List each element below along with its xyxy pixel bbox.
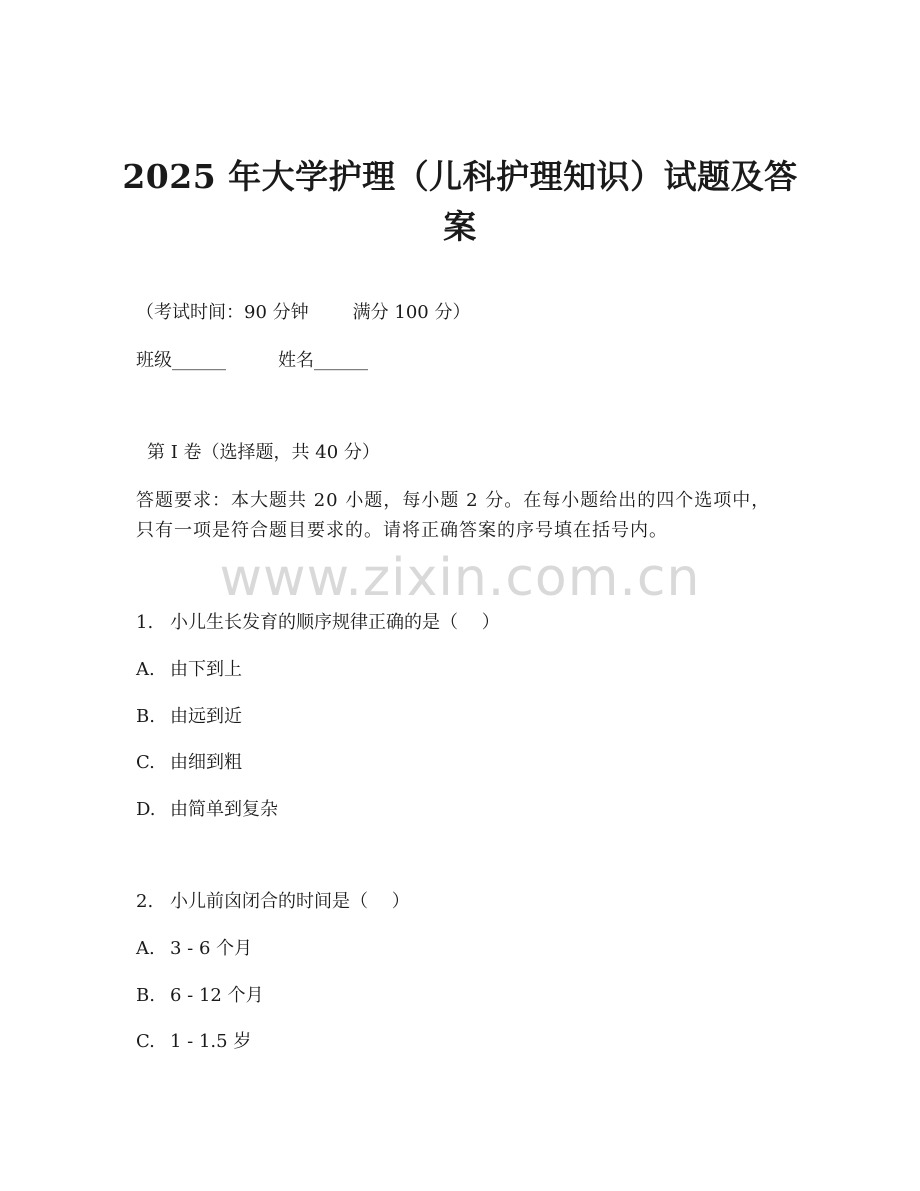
option-letter: C. (136, 1031, 155, 1052)
full-score: 满分 100 分） (352, 302, 471, 323)
class-blank: ______ (172, 350, 226, 371)
question-text: 小儿前囟闭合的时间是（ ） (170, 891, 410, 912)
exam-time: （考试时间：90 分钟 (136, 302, 309, 323)
class-label: 班级 (136, 350, 172, 371)
option-text: 3 - 6 个月 (170, 938, 253, 959)
class-name-row (136, 348, 368, 374)
document-title (120, 152, 800, 252)
option-text: 由下到上 (170, 659, 242, 680)
option-1d (136, 797, 278, 823)
option-letter: D. (136, 799, 156, 820)
option-text: 由远到近 (170, 706, 242, 727)
question-2 (136, 889, 410, 915)
option-text: 由简单到复杂 (170, 799, 278, 820)
option-1b (136, 704, 242, 730)
title-line-1: 2025 年大学护理（儿科护理知识）试题及答 (122, 157, 798, 196)
section-heading: 第 I 卷（选择题，共 40 分） (147, 442, 380, 463)
option-letter: A. (136, 938, 155, 959)
question-number: 1. (136, 612, 154, 633)
option-text: 1 - 1.5 岁 (170, 1031, 252, 1052)
question-text: 小儿生长发育的顺序规律正确的是（ ） (170, 612, 500, 633)
option-text: 由细到粗 (170, 752, 242, 773)
title-line-2: 案 (443, 207, 477, 246)
option-letter: B. (136, 706, 155, 727)
option-2a (136, 936, 252, 962)
option-letter: C. (136, 752, 155, 773)
option-2b (136, 983, 264, 1009)
option-letter: A. (136, 659, 155, 680)
watermark: www.zixin.com.cn (219, 548, 701, 608)
exam-info (136, 300, 470, 326)
option-1a (136, 657, 242, 683)
option-2c (136, 1029, 251, 1055)
option-1c (136, 750, 242, 776)
question-1 (136, 610, 500, 636)
instructions: 答题要求：本大题共 20 小题，每小题 2 分。在每小题给出的四个选项中，只有一项是符合题目要求的。请将正确答案的序号填在括号内。 (136, 490, 771, 541)
name-blank: ______ (314, 350, 368, 371)
option-text: 6 - 12 个月 (170, 985, 264, 1006)
name-label: 姓名 (278, 350, 314, 371)
question-number: 2. (136, 891, 154, 912)
option-letter: B. (136, 985, 155, 1006)
